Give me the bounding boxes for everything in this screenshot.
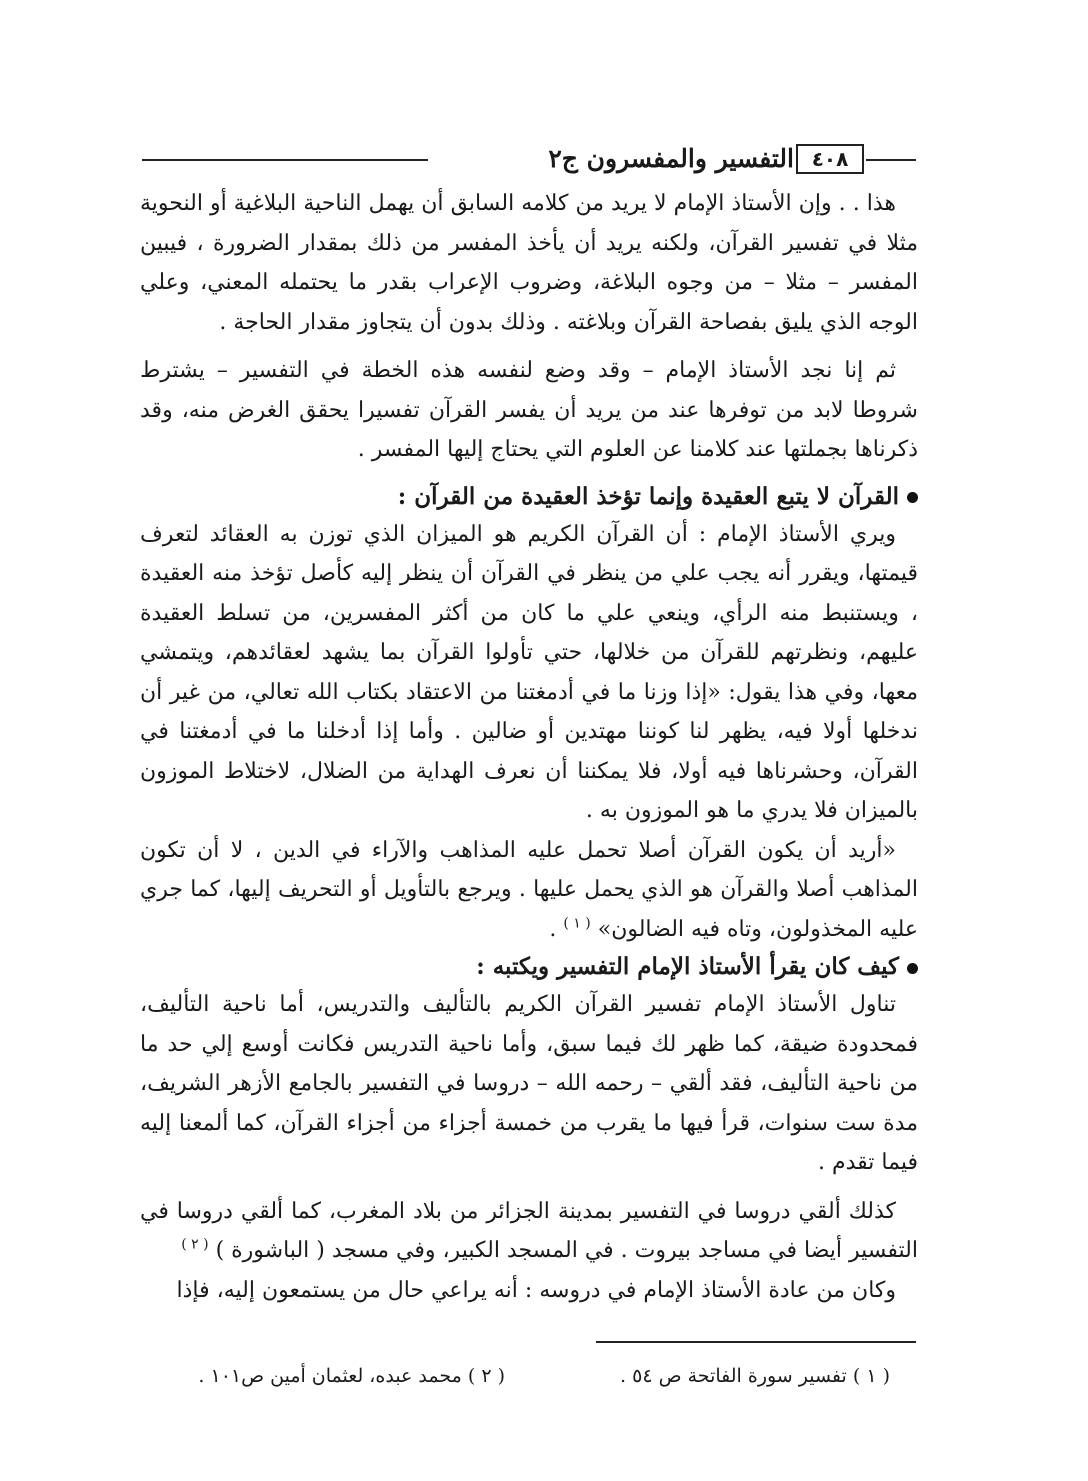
section-heading [140, 479, 918, 515]
footnotes [150, 1358, 910, 1398]
paragraph: تناول الأستاذ الإمام تفسير القرآن الكريم بالتأليف والتدريس، أما ناحية التأليف، فمحدودة ضيقة، كما ظهر لك فيما سبق، وأما ناحية التدريس فكانت أوسع إلي حد ما من ناحية التأليف، فقد ألقي – رحمه الله – دروسا في التفسير بالجامع الأزهر الشريف، مدة ست سنوات، قرأ فيها ما يقرب من خمسة أجزاء من أجزاء القرآن، كما ألمعنا إليه فيما تقدم . [140, 992, 918, 1175]
bullet-icon [907, 492, 918, 503]
paragraph-text: كذلك ألقي دروسا في التفسير بمدينة الجزائر من بلاد المغرب، كما ألقي دروسا في التفسير أيضا في مساجد بيروت . في المسجد الكبير، وفي مسجد ( الباشورة ) [140, 1198, 918, 1263]
paragraph: وكان من عادة الأستاذ الإمام في دروسه : أنه يراعي حال من يستمعون إليه، فإذا [176, 1277, 896, 1303]
paragraph: ويري الأستاذ الإمام : أن القرآن الكريم هو الميزان الذي توزن به العقائد لتعرف قيمتها، ويقرر أنه يجب علي من ينظر في القرآن أن ينظر إليه كأصل تؤخذ منه العقيدة ، ويستنبط منه الرأي، وينعي علي ما كان من أكثر المفسرين، من تسلط العقيدة عليهم، ونظرتهم للقرآن من خلالها، حتي تأولوا القرآن بما يشهد لعقائدهم، ويتمشي معها، وفي هذا يقول: «إذا وزنا ما في أدمغتنا من الاعتقاد بكتاب الله تعالي، من غير أن ندخلها أولا فيه، يظهر لنا كوننا مهتدين أو ضالين . وأما إذا أدخلنا ما في أدمغتنا في القرآن، وحشرناها فيه أولا، فلا يمكننا أن نعرف الهداية من الضلال، لاختلاط الموزون بالميزان فلا يدري ما هو الموزون به . [140, 521, 918, 823]
section-heading-text: كيف كان يقرأ الأستاذ الإمام التفسير ويكتبه : [476, 953, 899, 980]
header-rule-middle [198, 159, 428, 161]
section-heading [140, 949, 918, 985]
footnote-1: ( ١ ) تفسير سورة الفاتحة ص ٥٤ . [620, 1365, 890, 1387]
header-rule-right [866, 159, 916, 161]
paragraph: «أريد أن يكون القرآن أصلا تحمل عليه المذاهب والآراء في الدين ، لا أن تكون المذاهب أصلا والقرآن هو الذي يحمل عليها . ويرجع بالتأويل أو التحريف إليها، كما جري عليه المخذولون، وتاه فيه الضالون» $^{( ١ )}$ . [140, 837, 918, 942]
paragraph: هذا . . وإن الأستاذ الإمام لا يريد من كلامه السابق أن يهمل الناحية البلاغية أو النحوية مثلا في تفسير القرآن، ولكنه يريد أن يأخذ المفسر من ذلك بمقدار الضرورة ، فيبين المفسر – مثلا – من وجوه البلاغة، وضروب الإعراب بقدر ما يحتمله المعني، وعلي الوجه الذي يليق بفصاحة القرآن وبلاغته . وذلك بدون أن يتجاوز مقدار الحاجة . [140, 191, 918, 335]
page-header [142, 140, 916, 180]
page-number: ٤٠٨ [811, 147, 849, 171]
footnote-rule [596, 1341, 916, 1343]
bullet-icon [907, 963, 918, 974]
page-body [140, 184, 918, 1310]
header-rule-left [142, 159, 212, 161]
page-number-box [796, 144, 864, 174]
quote-text: «أريد أن يكون القرآن أصلا تحمل عليه المذاهب والآراء في الدين ، لا أن تكون المذاهب أصلا والقرآن هو الذي يحمل عليها . ويرجع بالتأويل أو التحريف إليها، كما جري عليه المخذولون، وتاه فيه الضالون» [140, 837, 918, 942]
running-title: التفسير والمفسرون ج٢ [548, 144, 794, 173]
paragraph: ثم إنا نجد الأستاذ الإمام – وقد وضع لنفسه هذه الخطة في التفسير – يشترط شروطا لابد من توفرها عند من يريد أن يفسر القرآن تفسيرا يحقق الغرض منه، وقد ذكرناها بجملتها عند كلامنا عن العلوم التي يحتاج إليها المفسر . [140, 358, 918, 462]
footnote-2: ( ٢ ) محمد عبده، لعثمان أمين ص١٠١ . [198, 1365, 505, 1387]
footnote-ref[interactable]: ( ١ ) [563, 915, 591, 932]
footnote-ref[interactable]: ( ٢ ) [181, 1236, 209, 1253]
paragraph [140, 1192, 918, 1271]
section-heading-text: القرآن لا يتبع العقيدة وإنما تؤخذ العقيدة من القرآن : [397, 482, 899, 510]
